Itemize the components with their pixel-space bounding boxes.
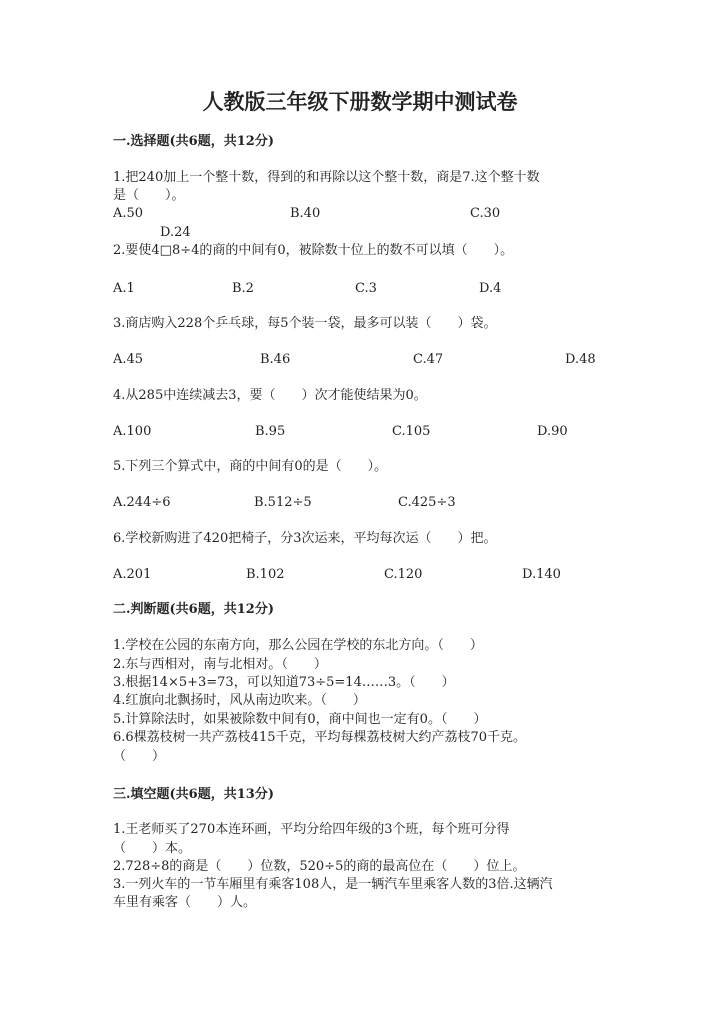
page-title: 人教版三年级下册数学期中测试卷 — [202, 89, 518, 114]
option: B.46 — [260, 352, 291, 367]
option: C.425÷3 — [398, 495, 456, 510]
section-heading-judgement: 二.判断题(共6题，共12分) — [113, 602, 274, 617]
option: B.102 — [246, 567, 285, 582]
option: C.47 — [413, 352, 444, 367]
question-text: 5.计算除法时，如果被除数中间有0，商中间也一定有0。（ ） — [113, 712, 487, 727]
question-text: 2.要使4□8÷4的商的中间有0，被除数十位上的数不可以填（ ）。 — [113, 243, 514, 258]
question-text: 1.王老师买了270本连环画，平均分给四年级的3个班，每个班可分得 — [113, 822, 510, 837]
question-text: 6.学校新购进了420把椅子，分3次运来，平均每次运（ ）把。 — [113, 531, 497, 546]
option: D.140 — [522, 567, 561, 582]
option: D.24 — [160, 225, 191, 240]
option: C.120 — [384, 567, 423, 582]
question-text: 6.6棵荔枝树一共产荔枝415千克，平均每棵荔枝树大约产荔枝70千克。 — [113, 730, 527, 745]
section-heading-choice: 一.选择题(共6题，共12分) — [113, 134, 274, 149]
option: A.100 — [113, 424, 152, 439]
question-text: 2.东与西相对，南与北相对。（ ） — [113, 657, 327, 672]
question-text: 3.商店购入228个乒乓球，每5个装一袋，最多可以装（ ）袋。 — [113, 316, 497, 331]
question-text: 3.根据14×5+3=73，可以知道73÷5=14……3。（ ） — [113, 675, 455, 690]
question-text: 1.学校在公园的东南方向，那么公园在学校的东北方向。（ ） — [113, 638, 483, 653]
option: A.201 — [113, 567, 152, 582]
section-heading-fill-in: 三.填空题(共6题，共13分) — [113, 787, 274, 802]
question-text: 2.728÷8的商是（ ）位数，520÷5的商的最高位在（ ）位上。 — [113, 859, 526, 874]
option: B.95 — [255, 424, 286, 439]
question-text: 是（ ）。 — [113, 188, 185, 203]
option: A.244÷6 — [113, 495, 171, 510]
question-text: 车里有乘客（ ）人。 — [113, 895, 257, 910]
question-text: （ ） — [113, 749, 166, 764]
option: A.50 — [113, 206, 144, 221]
question-text: 4.从285中连续减去3，要（ ）次才能使结果为0。 — [113, 388, 427, 403]
question-text: 4.红旗向北飘扬时，风从南边吹来。（ ） — [113, 693, 366, 708]
option: D.4 — [479, 281, 502, 296]
question-text: （ ）本。 — [113, 841, 192, 856]
option: B.40 — [290, 206, 321, 221]
option: C.3 — [355, 281, 377, 296]
option: C.105 — [392, 424, 431, 439]
question-text: 3.一列火车的一节车厢里有乘客108人，是一辆汽车里乘客人数的3倍.这辆汽 — [113, 877, 553, 892]
option: B.512÷5 — [254, 495, 312, 510]
option: C.30 — [470, 206, 501, 221]
option: A.1 — [113, 281, 135, 296]
option: D.90 — [537, 424, 568, 439]
option: B.2 — [232, 281, 254, 296]
option: A.45 — [113, 352, 144, 367]
question-text: 5.下列三个算式中，商的中间有0的是（ ）。 — [113, 459, 388, 474]
question-text: 1.把240加上一个整十数，得到的和再除以这个整十数，商是7.这个整十数 — [113, 170, 540, 185]
option: D.48 — [565, 352, 596, 367]
